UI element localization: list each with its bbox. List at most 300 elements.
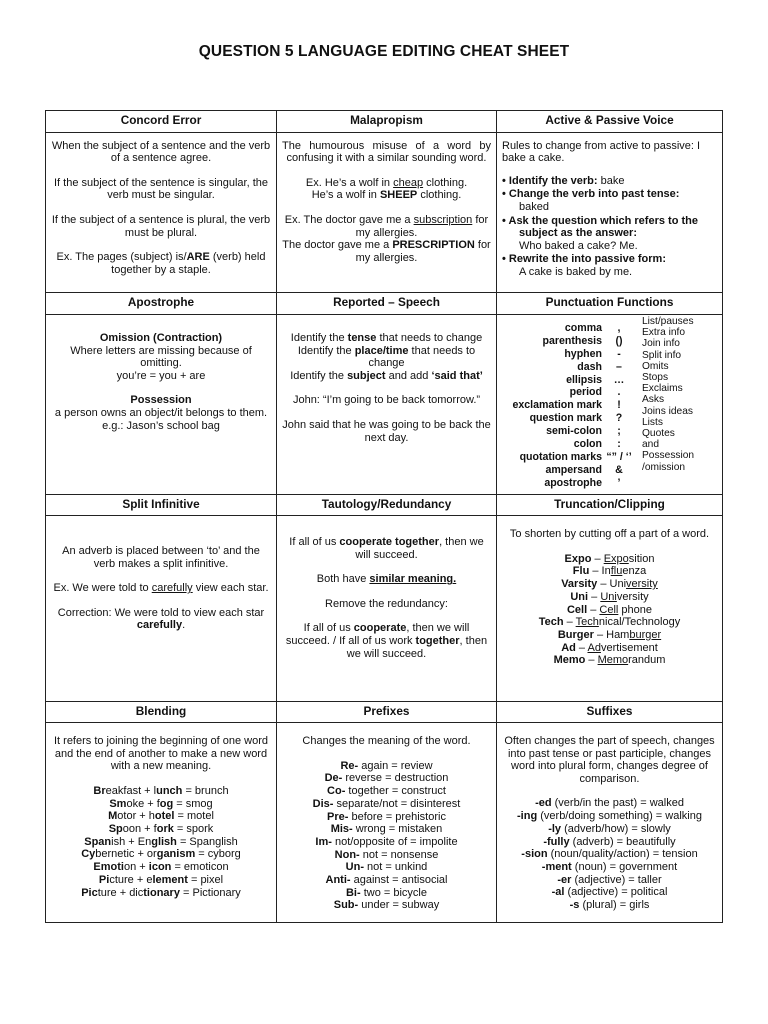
list-item: [502, 886, 717, 899]
text: ‘said that’: [431, 369, 483, 382]
list-item: [502, 823, 717, 836]
text: baked: [519, 200, 549, 213]
text: Who baked a cake? Me.: [519, 239, 638, 252]
text: together = construct: [345, 785, 446, 798]
punctuation-marks: [602, 322, 636, 490]
text: Re-: [340, 759, 359, 772]
text: Identify the: [290, 331, 348, 344]
text: bake: [597, 174, 625, 187]
text: clothing.: [417, 189, 462, 202]
text: randum: [628, 654, 666, 667]
text: tense: [347, 331, 377, 344]
text: -ly: [548, 822, 562, 835]
list-item: [51, 874, 271, 887]
active-passive-intro: Rules to change from active to passive: I bake a cake.: [502, 139, 701, 165]
text: separate/not = disinterest: [333, 797, 461, 810]
punct-mark: ;: [617, 425, 621, 438]
text: a person owns an object/it belongs to them.: [54, 406, 268, 419]
text: In: [601, 565, 611, 578]
punct-name: hyphen: [564, 347, 602, 360]
divider: [497, 515, 722, 516]
divider: [277, 515, 496, 516]
text: unch: [156, 784, 183, 797]
list-item: Tech – Technical/Technology: [538, 616, 681, 629]
list-item: [51, 785, 271, 798]
text: De-: [324, 772, 343, 785]
list-item: [51, 823, 271, 836]
punct-name: question mark: [529, 412, 602, 425]
omission-block: [51, 332, 271, 382]
text: Memo: [597, 654, 629, 667]
text: • Change the verb into past tense:: [502, 188, 680, 201]
text: cooperate: [353, 622, 407, 635]
blending-list: [51, 785, 271, 899]
reported-speech-cell: [277, 293, 497, 494]
text: subscription: [413, 213, 473, 226]
split-infinitive-cell: [46, 494, 277, 701]
concord-heading: Concord Error: [120, 113, 202, 127]
punct-function: Lists: [642, 416, 663, 428]
text: lement: [152, 873, 188, 886]
concord-text: If the subject of a sentence is plural, the verb must be plural.: [51, 213, 271, 239]
divider: [497, 314, 722, 315]
text: that needs to change: [376, 331, 483, 344]
punctuation-names: [502, 322, 602, 490]
punct-function: Split info: [642, 349, 682, 361]
text: wrong = mistaken: [352, 823, 443, 836]
text: , then we will succeed.: [355, 536, 484, 561]
punct-function: Possession: [642, 450, 695, 462]
divider: [497, 722, 722, 723]
punct-function: Extra info: [642, 327, 686, 339]
text: Br: [93, 784, 106, 797]
text: Identify the: [290, 369, 348, 382]
text: together: [415, 635, 460, 648]
text: vertisement: [600, 641, 658, 654]
text: Non-: [334, 848, 360, 861]
list-item: Uni – University: [570, 590, 649, 603]
table-row: [46, 111, 723, 293]
punct-function: Stops: [642, 371, 669, 383]
text: view each star.: [192, 582, 269, 595]
punctuation-heading: Punctuation Functions: [545, 295, 674, 310]
divider: [277, 314, 496, 315]
text: clothing.: [423, 176, 468, 189]
text: = spork: [173, 823, 214, 835]
text: Flu: [572, 565, 590, 578]
text: = motel: [174, 810, 214, 823]
malapropism-example: [282, 177, 491, 202]
text: Identify the: [297, 344, 355, 357]
punct-mark: !: [617, 399, 621, 412]
text: (adjective) = political: [564, 886, 668, 899]
blending-cell: [46, 701, 277, 922]
text: Uni: [570, 590, 589, 603]
list-item: [51, 798, 271, 811]
divider: [46, 132, 276, 133]
text: A cake is baked by me.: [519, 265, 633, 278]
concord-cell: [46, 111, 277, 293]
punct-mark: ’: [617, 476, 621, 489]
truncation-cell: [497, 494, 723, 701]
text: Anti-: [325, 874, 351, 887]
list-item: Cell – Cell phone: [566, 603, 653, 616]
text: Dis-: [312, 797, 334, 810]
text: Mis-: [330, 823, 353, 836]
text: e.g.: Jason’s school bag: [102, 419, 220, 432]
punct-name: ellipsis: [566, 373, 602, 386]
text: Memo: [553, 654, 586, 667]
suffixes-heading: Suffixes: [586, 703, 633, 718]
punctuation-cell: [497, 293, 723, 494]
text: icon: [148, 861, 172, 874]
list-item: [282, 760, 491, 773]
text: Ex. The doctor gave me a: [284, 213, 414, 226]
text: cheap: [393, 176, 424, 189]
punct-function: and: [642, 439, 659, 451]
punct-name: apostrophe: [544, 476, 602, 489]
text: Co-: [327, 785, 346, 798]
list-item: Memo – Memorandum: [553, 654, 666, 667]
list-item: [51, 810, 271, 823]
malapropism-text: The humourous misuse of a word by confusing it with a similar sounding word.: [282, 139, 491, 165]
text: flu: [610, 565, 623, 578]
list-item: [502, 215, 717, 253]
concord-text: When the subject of a sentence and the verb of a sentence agree.: [51, 139, 271, 165]
list-item: Burger – Hamburger: [557, 628, 662, 641]
text: versity: [626, 578, 658, 591]
list-item: [502, 810, 717, 823]
text: (verb/in the past) = walked: [551, 797, 684, 810]
active-passive-heading: Active & Passive Voice: [545, 113, 674, 127]
split-infinitive-correction: [51, 607, 271, 632]
divider: [46, 722, 276, 723]
text: (verb) held together by a staple.: [111, 251, 266, 276]
punct-name: colon: [573, 437, 602, 450]
malapropism-cell: [277, 111, 497, 293]
list-item: [282, 887, 491, 900]
suffixes-list: [502, 797, 717, 911]
list-item: [502, 861, 717, 874]
text: Uni: [600, 590, 617, 603]
truncation-list: [502, 553, 717, 667]
text: • Identify the verb:: [502, 174, 598, 187]
text: (noun) = government: [571, 861, 678, 873]
divider: [497, 132, 722, 133]
punct-mark: –: [616, 360, 622, 373]
suffixes-cell: [497, 701, 723, 922]
text: carefully: [151, 582, 193, 595]
apostrophe-heading: Apostrophe: [127, 295, 195, 310]
text: before = prehistoric: [348, 810, 446, 823]
list-item: [282, 899, 491, 912]
punct-mark: (): [615, 334, 623, 347]
text: you’re = you + are: [116, 369, 206, 382]
text: not/opposite of = impolite: [331, 835, 458, 848]
text: otor + h: [117, 810, 155, 823]
text: (adjective) = taller: [571, 873, 662, 886]
text: -s: [569, 899, 580, 912]
text: bernetic + or: [95, 848, 157, 861]
text: not = unkind: [364, 861, 428, 874]
divider: [277, 132, 496, 133]
text: (adverb/how) = slowly: [561, 822, 671, 835]
text: Ad: [587, 641, 601, 654]
text: ganism: [156, 848, 196, 861]
punct-name: dash: [577, 360, 602, 373]
list-item: [282, 861, 491, 874]
text: SHEEP: [379, 189, 418, 202]
punct-name: quotation marks: [519, 450, 602, 463]
split-infinitive-text: An adverb is placed between ‘to’ and the verb makes a split infinitive.: [62, 545, 260, 570]
divider: [277, 722, 496, 723]
text: Ham: [606, 628, 630, 641]
text: ARE: [186, 251, 210, 264]
active-passive-cell: [497, 111, 723, 293]
list-item: Expo – Exposition: [564, 552, 655, 565]
list-item: [282, 772, 491, 785]
list-item: [282, 849, 491, 862]
list-item: Ad – Advertisement: [561, 641, 658, 654]
text: Tech: [575, 616, 599, 629]
text: -ed: [535, 797, 552, 810]
apostrophe-cell: [46, 293, 277, 494]
punct-mark: &: [615, 463, 623, 476]
list-item: [282, 811, 491, 824]
text: subject: [347, 369, 386, 382]
text: Sm: [109, 797, 127, 810]
split-infinitive-heading: Split Infinitive: [122, 496, 200, 511]
list-item: Flu – Influenza: [572, 565, 647, 578]
text: Bi-: [345, 886, 361, 899]
list-item: [502, 253, 717, 278]
text: phone: [618, 603, 653, 616]
text: eakfast + l: [105, 784, 157, 797]
active-passive-steps: [502, 175, 717, 279]
text: Pic: [81, 886, 98, 899]
punct-function: List/pauses: [642, 315, 694, 327]
text: again = review: [358, 759, 433, 772]
text: • Ask the question which refers to the: [502, 214, 698, 227]
text: • Rewrite the into passive form:: [502, 253, 666, 266]
text: = pixel: [187, 873, 224, 886]
punct-name: comma: [564, 321, 602, 334]
text: (plural) = girls: [579, 899, 650, 912]
text: .: [182, 619, 186, 632]
text: = emoticon: [171, 861, 229, 874]
possession-block: [51, 394, 271, 432]
text: The doctor gave me a: [282, 239, 393, 252]
punct-mark: ?: [615, 412, 623, 425]
text: Span: [84, 835, 112, 848]
text: cooperate together: [339, 536, 440, 549]
text: Expo: [564, 552, 592, 565]
text: carefully: [136, 619, 183, 632]
reported-example: John: “I’m going to be back tomorrow.”: [292, 394, 481, 407]
prefixes-cell: [277, 701, 497, 922]
text: subject as the answer:: [519, 227, 637, 240]
text: reverse = destruction: [342, 772, 449, 785]
text: Ex. We were told to: [53, 582, 152, 595]
text: Cy: [81, 848, 96, 861]
text: Where letters are missing because of omitting.: [70, 344, 252, 370]
text: tionary: [143, 886, 180, 899]
text: two = bicycle: [360, 886, 427, 899]
tautology-correction: [282, 622, 491, 660]
punct-name: ampersand: [545, 463, 602, 476]
list-item: [502, 797, 717, 810]
text: (noun/quality/action) = tension: [547, 848, 698, 861]
divider: [46, 515, 276, 516]
tautology-note: [282, 573, 491, 586]
text: Un-: [345, 861, 364, 874]
prefixes-heading: Prefixes: [363, 703, 410, 718]
text: versity: [616, 590, 649, 603]
text: Sub-: [333, 899, 359, 912]
text: If all of us: [303, 622, 354, 635]
punct-mark: :: [617, 437, 621, 450]
blending-intro: It refers to joining the beginning of one word and the end of another to make a new word with a new meaning.: [53, 735, 269, 773]
tautology-instruction: Remove the redundancy:: [325, 597, 448, 610]
text: Cell: [566, 603, 588, 616]
text: ork: [156, 823, 174, 835]
blending-heading: Blending: [135, 703, 187, 718]
text: Correction: We were told to view each star: [57, 606, 265, 619]
concord-text: If the subject of the sentence is singular, the verb must be singular.: [53, 176, 269, 202]
text: Omission (Contraction): [99, 331, 223, 344]
list-item: [502, 175, 717, 188]
text: -al: [551, 886, 565, 899]
text: Ad: [561, 641, 576, 654]
list-item: [282, 836, 491, 849]
text: -fully: [543, 835, 570, 848]
punct-name: semi-colon: [546, 425, 602, 438]
text: nical/Technology: [598, 616, 681, 629]
text: for my allergies.: [355, 239, 491, 264]
page-title: QUESTION 5 LANGUAGE EDITING CHEAT SHEET: [198, 43, 570, 60]
text: not = nonsense: [359, 848, 439, 861]
punct-function: Omits: [642, 360, 669, 372]
list-item: [502, 836, 717, 849]
list-item: Varsity – University: [561, 578, 658, 591]
suffixes-intro: Often changes the part of speech, changes into past tense or past participle, changes word into plural form, changes degree of comparison.: [504, 735, 715, 785]
list-item: [51, 848, 271, 861]
prefixes-list: [282, 760, 491, 912]
malapropism-heading: Malapropism: [350, 113, 423, 127]
table-row: [46, 701, 723, 922]
text: burger: [629, 628, 662, 641]
text: -ing: [517, 810, 538, 823]
text: that needs to change: [368, 344, 476, 370]
punct-function: Joins ideas: [642, 405, 693, 417]
punct-name: period: [569, 386, 602, 399]
punct-function: Join info: [642, 338, 680, 350]
text: Uni: [609, 578, 627, 591]
text: Ex. He’s a wolf in: [305, 176, 394, 189]
punct-mark: -: [617, 347, 621, 360]
tautology-cell: [277, 494, 497, 701]
punct-mark: .: [617, 386, 621, 399]
cheat-sheet-table: [45, 110, 723, 923]
punct-mark: “” / ‘’: [606, 450, 632, 463]
text: = Spanglish: [176, 835, 238, 848]
malapropism-example: [282, 214, 491, 264]
text: -er: [557, 873, 572, 886]
text: enza: [622, 565, 647, 578]
punctuation-functions: [636, 316, 717, 490]
text: against = antisocial: [350, 874, 448, 887]
reported-example: John said that he was going to be back the next day.: [282, 418, 491, 444]
text: og: [159, 797, 174, 810]
punct-name: exclamation mark: [512, 399, 602, 412]
text: (adverb) = beautifully: [569, 835, 676, 848]
text: sition: [628, 552, 655, 565]
text: Burger: [557, 628, 594, 641]
text: Possession: [130, 394, 192, 407]
list-item: [282, 874, 491, 887]
text: Tech: [538, 616, 564, 629]
text: oke + f: [126, 797, 160, 810]
text: oon + f: [122, 823, 157, 835]
text: Pi: [98, 873, 110, 886]
list-item: [282, 823, 491, 836]
text: , then we will succeed. / If all of us work: [285, 622, 470, 648]
text: place/time: [354, 344, 409, 357]
text: M: [108, 810, 118, 823]
punct-function: /omission: [642, 461, 686, 473]
list-item: [51, 861, 271, 874]
text: ish + En: [111, 835, 152, 848]
text: -ment: [541, 861, 572, 873]
text: Im-: [315, 835, 332, 848]
list-item: [502, 188, 717, 213]
punctuation-table: [502, 315, 717, 490]
text: Pre-: [327, 810, 349, 823]
text: (verb/doing something) = walking: [537, 810, 702, 823]
text: similar meaning.: [369, 573, 457, 586]
text: on +: [123, 861, 149, 874]
text: PRESCRIPTION: [392, 239, 475, 252]
list-item: [51, 836, 271, 849]
text: If all of us: [289, 536, 340, 549]
text: Ex. The pages (subject) is/: [56, 251, 187, 264]
punct-mark: ,: [617, 321, 621, 334]
text: = brunch: [182, 784, 229, 797]
punct-function: Quotes: [642, 427, 675, 439]
punct-function: Asks: [642, 394, 665, 406]
punct-function: Exclaims: [642, 383, 683, 395]
reported-speech-heading: Reported – Speech: [333, 295, 440, 310]
text: Expo: [603, 552, 629, 565]
truncation-intro: To shorten by cutting off a part of a word.: [509, 528, 710, 541]
text: Sp: [108, 823, 123, 835]
tautology-example: [282, 536, 491, 561]
divider: [46, 314, 276, 315]
table-row: [46, 293, 723, 494]
text: Emoti: [93, 861, 124, 874]
text: cture + e: [109, 873, 153, 886]
tautology-heading: Tautology/Redundancy: [321, 496, 452, 511]
text: ture + dic: [97, 886, 144, 899]
text: and add: [385, 369, 432, 382]
text: otel: [154, 810, 175, 823]
truncation-heading: Truncation/Clipping: [554, 496, 665, 511]
text: , then we will succeed.: [346, 635, 488, 660]
list-item: [502, 874, 717, 887]
concord-example: [51, 251, 271, 276]
punct-name: parenthesis: [542, 334, 602, 347]
prefixes-intro: Changes the meaning of the word.: [302, 735, 471, 748]
